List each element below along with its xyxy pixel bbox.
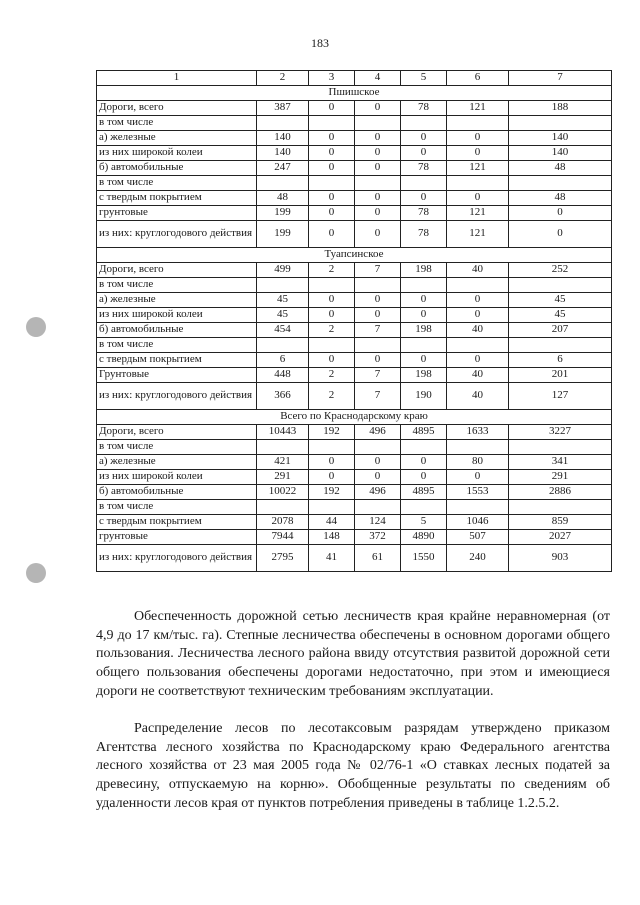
- table-cell: 148: [309, 530, 355, 545]
- table-cell: 192: [309, 425, 355, 440]
- table-cell: 44: [309, 515, 355, 530]
- row-label: с твердым покрытием: [97, 353, 257, 368]
- column-header: 6: [447, 71, 509, 86]
- table-cell: [509, 338, 612, 353]
- column-header: 7: [509, 71, 612, 86]
- row-label: с твердым покрытием: [97, 515, 257, 530]
- table-cell: 0: [355, 455, 401, 470]
- table-cell: 7: [355, 263, 401, 278]
- table-cell: 121: [447, 221, 509, 248]
- row-label: с твердым покрытием: [97, 191, 257, 206]
- table-row: [97, 308, 612, 323]
- table-cell: [509, 278, 612, 293]
- table-row: [97, 278, 612, 293]
- table-row: [97, 425, 612, 440]
- section-title: Пшишское: [97, 86, 612, 101]
- table-row: [97, 191, 612, 206]
- table-cell: 252: [509, 263, 612, 278]
- table-cell: [447, 278, 509, 293]
- table-cell: 41: [309, 545, 355, 572]
- table-row: [97, 500, 612, 515]
- table-cell: 3227: [509, 425, 612, 440]
- table-cell: 10022: [257, 485, 309, 500]
- table-cell: 48: [257, 191, 309, 206]
- table-cell: [509, 116, 612, 131]
- row-label: б) автомобильные: [97, 161, 257, 176]
- table-cell: 0: [401, 353, 447, 368]
- table-cell: 4895: [401, 425, 447, 440]
- table-cell: [257, 176, 309, 191]
- table-cell: 10443: [257, 425, 309, 440]
- table-row: [97, 530, 612, 545]
- table-cell: 859: [509, 515, 612, 530]
- table-cell: 199: [257, 221, 309, 248]
- row-label: а) железные: [97, 131, 257, 146]
- table-cell: 45: [257, 308, 309, 323]
- table-row: [97, 176, 612, 191]
- table-cell: [509, 500, 612, 515]
- table-cell: 0: [355, 353, 401, 368]
- row-label: в том числе: [97, 116, 257, 131]
- column-header: 2: [257, 71, 309, 86]
- table-row: [97, 353, 612, 368]
- table-cell: 7: [355, 323, 401, 338]
- table-cell: 0: [309, 206, 355, 221]
- table-row: [97, 515, 612, 530]
- table-cell: [257, 500, 309, 515]
- table-cell: 496: [355, 485, 401, 500]
- row-label: из них: круглогодового действия: [97, 545, 257, 572]
- row-label: а) железные: [97, 455, 257, 470]
- table-cell: 0: [355, 191, 401, 206]
- table-cell: [401, 338, 447, 353]
- table-cell: 0: [401, 470, 447, 485]
- table-cell: 1553: [447, 485, 509, 500]
- table-cell: 78: [401, 161, 447, 176]
- row-label: Дороги, всего: [97, 263, 257, 278]
- table-cell: 61: [355, 545, 401, 572]
- table-cell: 0: [355, 101, 401, 116]
- table-cell: 127: [509, 383, 612, 410]
- table-cell: 0: [509, 206, 612, 221]
- table-cell: 341: [509, 455, 612, 470]
- table-cell: 2: [309, 383, 355, 410]
- table-cell: 1550: [401, 545, 447, 572]
- table-cell: 291: [509, 470, 612, 485]
- table-cell: 366: [257, 383, 309, 410]
- table-cell: 140: [257, 146, 309, 161]
- table-body: [97, 86, 612, 572]
- table-cell: 40: [447, 368, 509, 383]
- table-row: [97, 161, 612, 176]
- table-cell: 0: [447, 146, 509, 161]
- table-cell: 198: [401, 368, 447, 383]
- table-cell: [447, 176, 509, 191]
- table-cell: 121: [447, 161, 509, 176]
- row-label: Дороги, всего: [97, 101, 257, 116]
- row-label: а) железные: [97, 293, 257, 308]
- table-cell: 2: [309, 368, 355, 383]
- row-label: в том числе: [97, 500, 257, 515]
- table-cell: 0: [401, 455, 447, 470]
- table-cell: 387: [257, 101, 309, 116]
- table-cell: 421: [257, 455, 309, 470]
- table-row: [97, 545, 612, 572]
- table-cell: [447, 116, 509, 131]
- table-row: [97, 338, 612, 353]
- row-label: б) автомобильные: [97, 323, 257, 338]
- table-cell: 198: [401, 323, 447, 338]
- table-cell: 240: [447, 545, 509, 572]
- row-label: Дороги, всего: [97, 425, 257, 440]
- table-cell: 2886: [509, 485, 612, 500]
- table-cell: 40: [447, 263, 509, 278]
- row-label: в том числе: [97, 440, 257, 455]
- table-row: [97, 368, 612, 383]
- table-cell: [447, 440, 509, 455]
- column-header: 4: [355, 71, 401, 86]
- table-cell: 0: [309, 293, 355, 308]
- table-cell: 0: [309, 161, 355, 176]
- table-cell: 121: [447, 206, 509, 221]
- table-cell: [309, 116, 355, 131]
- table-cell: [257, 116, 309, 131]
- table-cell: 0: [509, 221, 612, 248]
- table-cell: 0: [401, 146, 447, 161]
- table-row: [97, 440, 612, 455]
- table-cell: 0: [309, 191, 355, 206]
- table-cell: 0: [355, 221, 401, 248]
- table-cell: 0: [309, 101, 355, 116]
- table-cell: 207: [509, 323, 612, 338]
- table-cell: 45: [509, 308, 612, 323]
- table-cell: 0: [447, 191, 509, 206]
- table-cell: 247: [257, 161, 309, 176]
- table-row: [97, 263, 612, 278]
- table-row: [97, 455, 612, 470]
- table-cell: 0: [401, 308, 447, 323]
- table-cell: 40: [447, 383, 509, 410]
- table-row: [97, 131, 612, 146]
- table-cell: 140: [509, 131, 612, 146]
- table-row: [97, 293, 612, 308]
- table-cell: 2027: [509, 530, 612, 545]
- table-cell: [401, 278, 447, 293]
- table-cell: [355, 500, 401, 515]
- table-header: [97, 71, 612, 86]
- row-label: Грунтовые: [97, 368, 257, 383]
- table-cell: [309, 440, 355, 455]
- table-cell: 78: [401, 221, 447, 248]
- roads-table: [96, 70, 612, 572]
- table-cell: 4890: [401, 530, 447, 545]
- table-cell: 199: [257, 206, 309, 221]
- table-cell: 140: [257, 131, 309, 146]
- table-cell: 0: [401, 131, 447, 146]
- row-label: грунтовые: [97, 206, 257, 221]
- table-row: [97, 470, 612, 485]
- table-cell: 2: [309, 323, 355, 338]
- table-cell: 45: [257, 293, 309, 308]
- table-cell: [401, 440, 447, 455]
- table-cell: 6: [257, 353, 309, 368]
- table-cell: 0: [309, 455, 355, 470]
- row-label: б) автомобильные: [97, 485, 257, 500]
- table-cell: [257, 278, 309, 293]
- table-cell: [401, 116, 447, 131]
- table-cell: 0: [355, 131, 401, 146]
- table-cell: 6: [509, 353, 612, 368]
- table-cell: [509, 176, 612, 191]
- table-cell: 7944: [257, 530, 309, 545]
- table-row: [97, 383, 612, 410]
- table-cell: 372: [355, 530, 401, 545]
- table-cell: 45: [509, 293, 612, 308]
- table-cell: 188: [509, 101, 612, 116]
- table-row: [97, 221, 612, 248]
- table-cell: 0: [355, 308, 401, 323]
- table-row: [97, 116, 612, 131]
- table-cell: [355, 278, 401, 293]
- table-cell: [309, 176, 355, 191]
- table-cell: 496: [355, 425, 401, 440]
- table-cell: 0: [401, 293, 447, 308]
- table-cell: [257, 440, 309, 455]
- table-cell: [355, 338, 401, 353]
- table-cell: 2795: [257, 545, 309, 572]
- table-cell: 4895: [401, 485, 447, 500]
- binder-hole: [26, 317, 46, 337]
- table-cell: 0: [309, 221, 355, 248]
- table-row: [97, 323, 612, 338]
- table-cell: [355, 440, 401, 455]
- section-row: [97, 248, 612, 263]
- table-row: [97, 206, 612, 221]
- text-block: [96, 608, 610, 702]
- header-row: [97, 71, 612, 86]
- table-cell: 2078: [257, 515, 309, 530]
- table-cell: [447, 500, 509, 515]
- table-cell: [257, 338, 309, 353]
- table-row: [97, 146, 612, 161]
- table-cell: [309, 500, 355, 515]
- table-cell: 80: [447, 455, 509, 470]
- table-cell: [309, 278, 355, 293]
- table-cell: 1046: [447, 515, 509, 530]
- table-cell: 0: [309, 146, 355, 161]
- table-cell: 192: [309, 485, 355, 500]
- table-cell: 2: [309, 263, 355, 278]
- table-cell: [401, 500, 447, 515]
- table-cell: 454: [257, 323, 309, 338]
- table-cell: 0: [355, 146, 401, 161]
- table-cell: 0: [447, 308, 509, 323]
- row-label: из них: круглогодового действия: [97, 221, 257, 248]
- section-row: [97, 86, 612, 101]
- table-cell: 507: [447, 530, 509, 545]
- table-cell: 903: [509, 545, 612, 572]
- table-cell: [401, 176, 447, 191]
- row-label: из них: круглогодового действия: [97, 383, 257, 410]
- table-cell: 0: [447, 470, 509, 485]
- table-cell: 0: [309, 308, 355, 323]
- table-cell: 0: [401, 191, 447, 206]
- table-cell: [447, 338, 509, 353]
- row-label: из них широкой колеи: [97, 308, 257, 323]
- table-cell: 0: [447, 131, 509, 146]
- table-cell: 7: [355, 383, 401, 410]
- column-header: 3: [309, 71, 355, 86]
- table-cell: 291: [257, 470, 309, 485]
- row-label: из них широкой колеи: [97, 470, 257, 485]
- table-cell: 0: [355, 470, 401, 485]
- table-cell: 0: [309, 353, 355, 368]
- table-cell: 0: [447, 293, 509, 308]
- text-block: [96, 720, 610, 814]
- table-cell: 0: [355, 293, 401, 308]
- section-title: Всего по Краснодарскому краю: [97, 410, 612, 425]
- table-cell: 198: [401, 263, 447, 278]
- table-cell: 48: [509, 161, 612, 176]
- table-cell: 0: [309, 131, 355, 146]
- table-cell: 7: [355, 368, 401, 383]
- table-cell: [355, 176, 401, 191]
- table-cell: 201: [509, 368, 612, 383]
- row-label: в том числе: [97, 176, 257, 191]
- table-cell: 140: [509, 146, 612, 161]
- table-row: [97, 485, 612, 500]
- table-cell: 499: [257, 263, 309, 278]
- table-cell: 448: [257, 368, 309, 383]
- table-cell: 78: [401, 206, 447, 221]
- table-row: [97, 101, 612, 116]
- table-cell: 78: [401, 101, 447, 116]
- row-label: в том числе: [97, 278, 257, 293]
- column-header: 5: [401, 71, 447, 86]
- table-cell: 40: [447, 323, 509, 338]
- section-title: Туапсинское: [97, 248, 612, 263]
- table-cell: 5: [401, 515, 447, 530]
- table-cell: 0: [447, 353, 509, 368]
- table-cell: 124: [355, 515, 401, 530]
- column-header: 1: [97, 71, 257, 86]
- table-cell: 0: [355, 161, 401, 176]
- row-label: в том числе: [97, 338, 257, 353]
- section-row: [97, 410, 612, 425]
- table-cell: 0: [309, 470, 355, 485]
- table-cell: [355, 116, 401, 131]
- row-label: из них широкой колеи: [97, 146, 257, 161]
- paragraph: Обеспеченность дорожной сетью лесничеств края крайне неравномерная (от 4,9 до 17 км/тыс. га). Степные лесничества обеспечены в основном дорогами общего пользования. Лесничества лесного района ввиду отсутствия развитой дорожной сети общего пользования обеспечены дорогами недостаточно, при этом и имеющиеся дороги не соответствуют техническим требованиям эксплуатации.: [96, 609, 610, 699]
- table-cell: [309, 338, 355, 353]
- table-cell: 48: [509, 191, 612, 206]
- table-cell: [509, 440, 612, 455]
- row-label: грунтовые: [97, 530, 257, 545]
- binder-hole: [26, 563, 46, 583]
- page-number: 183: [311, 36, 329, 50]
- paragraph: Распределение лесов по лесотаксовым разрядам утверждено приказом Агентства лесного хозяйства по Краснодарскому краю Федерального агентства лесного хозяйства от 23 мая 2005 года № 02/76-1 «О ставках лесных податей за древесину, отпускаемую на корню». Обобщенные результаты по сведениям об удаленности лесов края от пунктов потребления приведены в таблице 1.2.5.2.: [96, 721, 610, 811]
- table-cell: 190: [401, 383, 447, 410]
- table-cell: 0: [355, 206, 401, 221]
- table-cell: 121: [447, 101, 509, 116]
- table-cell: 1633: [447, 425, 509, 440]
